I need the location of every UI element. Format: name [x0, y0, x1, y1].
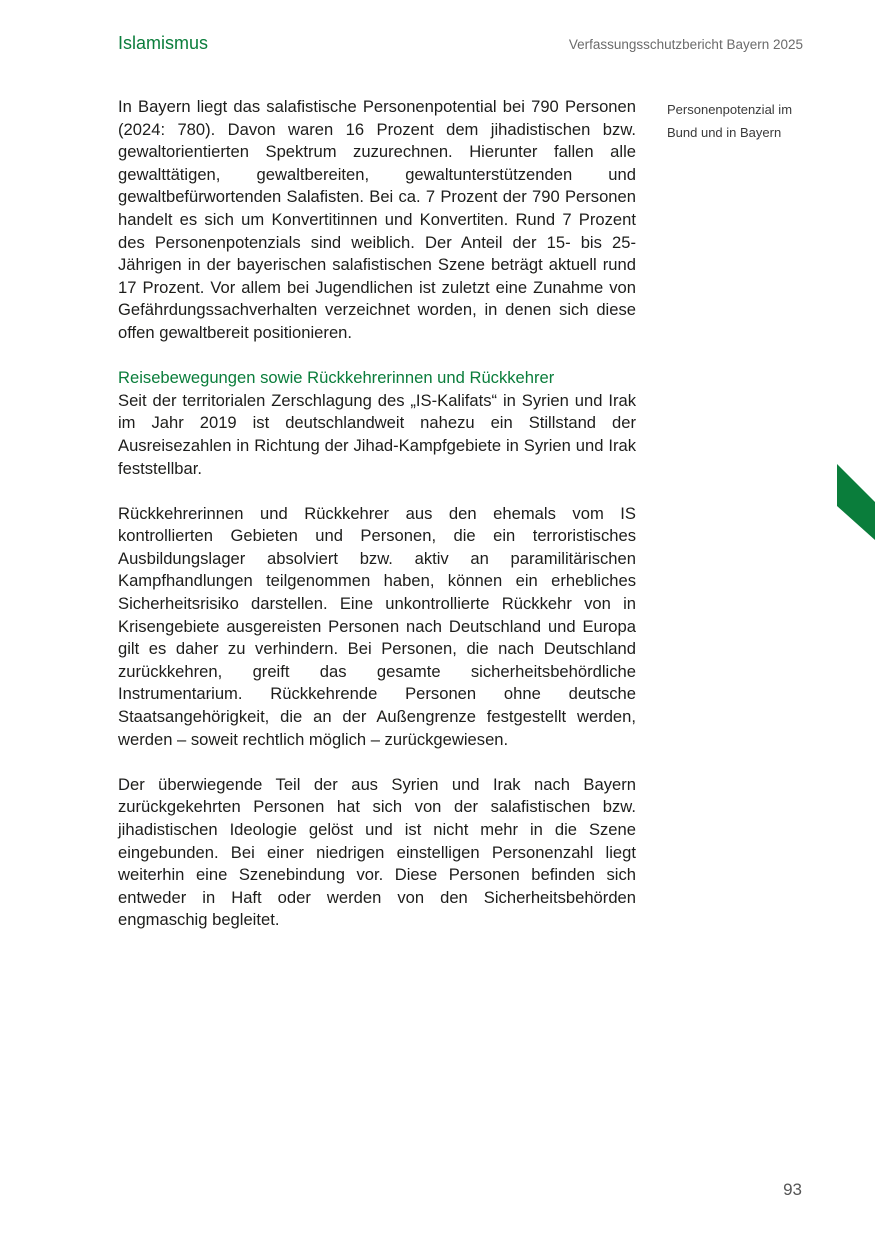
subheading: Reisebewegungen sowie Rückkehrerinnen und Rückkehrer [118, 368, 555, 388]
margin-note: Personenpotenzial im Bund und in Bayern [667, 102, 793, 140]
body-paragraph: Der überwiegende Teil der aus Syrien und Irak nach Bayern zurückgekehrten Personen hat sich von der salafistischen bzw. jihadistischen Ideologie gelöst und ist nicht mehr in die Szene eingebunden. Bei einer niedrigen einstelligen Personenzahl liegt weiterhin eine Szenebindung vor. Diese Personen befinden sich entweder in Haft oder werden von den Sicherheitsbehörden engmaschig begleitet. [118, 774, 636, 930]
running-head-section: Islamismus [118, 33, 209, 53]
body-paragraph: Rückkehrerinnen und Rückkehrer aus den ehemals vom IS kontrollierten Gebieten und Personen, die ein terroristisches Ausbildungslager absolviert bzw. aktiv an paramilitärischen Kampfhandlungen teilgenommen haben, können ein erhebliches Sicherheitsrisiko darstellen. Eine unkontrollierte Rückkehr von in Krisengebiete ausgereisten Personen nach Deutschland und Europa gilt es daher zu verhindern. Bei Personen, die nach Deutschland zurückkehren, greift das gesamte sicherheitsbehördliche Instrumentarium. Rückkehrende Personen ohne deutsche Staatsangehörigkeit, die an der Außengrenze festgestellt werden, werden – soweit rechtlich möglich – zurückgewiesen. [118, 503, 636, 749]
chapter-tab-marker [837, 464, 875, 540]
page-number: 93 [783, 1180, 802, 1199]
body-paragraph: Seit der territorialen Zerschlagung des „IS-Kalifats“ in Syrien und Irak im Jahr 2019 ist deutschlandweit nahezu ein Stillstand der Ausreisezahlen in Richtung der Jihad-Kampfgebiete in Syrien und Irak feststellbar. [118, 390, 636, 478]
running-head-publication: Verfassungsschutzbericht Bayern 2025 [568, 37, 803, 52]
body-paragraph: In Bayern liegt das salafistische Personenpotential bei 790 Personen (2024: 780). Davon waren 16 Prozent dem jihadistischen bzw. gewaltorientierten Spektrum zuzurechnen. Hierunter fallen alle gewalttätigen, gewaltbereiten, gewaltunterstützenden und gewaltbefürwortenden Salafisten. Bei ca. 7 Prozent der 790 Personen handelt es sich um Konvertitinnen und Konvertiten. Rund 7 Prozent des Personenpotenzials sind weiblich. Der Anteil der 15- bis 25-Jährigen in der bayerischen salafistischen Szene beträgt aktuell rund 17 Prozent. Vor allem bei Jugendlichen ist zuletzt eine Zunahme von Gefährdungssachverhalten verzeichnet worden, in denen sich diese offen gewaltbereit positionieren. [118, 97, 636, 342]
main-text-column [118, 96, 636, 955]
